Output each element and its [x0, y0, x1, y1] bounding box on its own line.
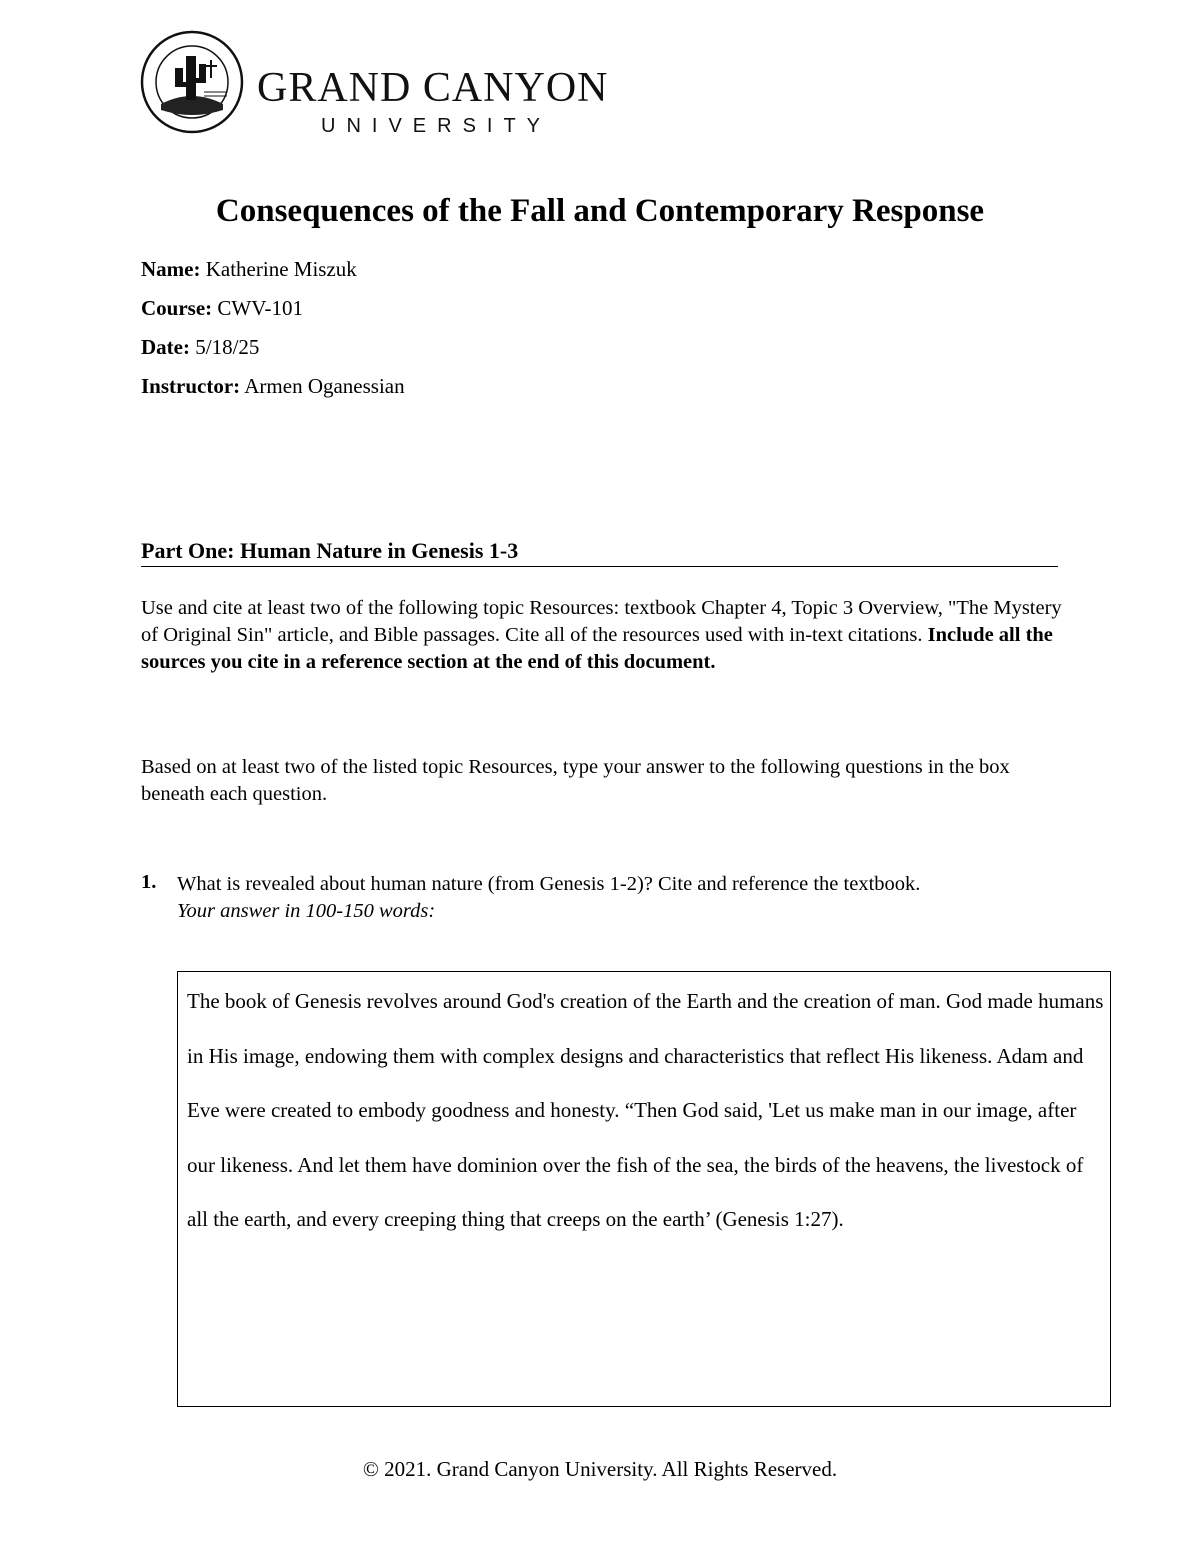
question-prompt: What is revealed about human nature (from Genesis 1-2)? Cite and reference the textbook.: [177, 873, 921, 895]
answer-text: The book of Genesis revolves around God's creation of the Earth and the creation of man. God made humans in His image, endowing them with complex designs and characteristics that reflect His likeness. Adam and Eve were created to embody goodness and honesty. “Then God said, 'Let us make man in our image, after our likeness. And let them have dominion over the fish of the sea, the birds of the heavens, the livestock of all the earth, and every creeping thing that creeps on the earth’ (Genesis 1:27).: [187, 989, 1104, 1231]
word-count-hint: Your answer in 100-150 words:: [177, 900, 436, 922]
name-label: Name:: [141, 257, 201, 281]
instructor-label: Instructor:: [141, 374, 241, 398]
question-text: [177, 871, 1077, 925]
meta-instructor: [141, 374, 405, 399]
name-value: Katherine Miszuk: [205, 257, 357, 281]
part-one-heading: Part One: Human Nature in Genesis 1-3: [141, 538, 1058, 567]
instructions-paragraph: [141, 595, 1071, 676]
directions-paragraph: Based on at least two of the listed topic Resources, type your answer to the following questions in the box beneath each question.: [141, 756, 1010, 805]
answer-box[interactable]: [177, 971, 1111, 1407]
course-label: Course:: [141, 296, 213, 320]
logo-wordmark: GRAND CANYON: [257, 65, 609, 111]
copyright-footer: © 2021. Grand Canyon University. All Rights Reserved.: [362, 1457, 838, 1481]
date-value: 5/18/25: [195, 335, 260, 359]
course-value: CWV-101: [217, 296, 303, 320]
logo-subtitle: UNIVERSITY: [321, 115, 552, 137]
instructions-bold: Include all the sources you cite in a reference section at the end of this document.: [141, 624, 1053, 673]
university-logo: [139, 30, 639, 137]
instructor-value: Armen Oganessian: [244, 374, 405, 398]
question-number: 1.: [141, 871, 157, 893]
date-label: Date:: [141, 335, 190, 359]
instructions-text: Use and cite at least two of the following topic Resources: textbook Chapter 4, Topic 3 Overview, "The Mystery of Original Sin" article, and Bible passages. Cite all of the resources used with in-text citations.: [141, 597, 1062, 646]
document-title: Consequences of the Fall and Contemporary Response: [215, 193, 985, 229]
meta-name: [141, 257, 357, 282]
meta-date: [141, 335, 259, 360]
meta-course: [141, 296, 303, 321]
university-seal-icon: [139, 30, 245, 134]
